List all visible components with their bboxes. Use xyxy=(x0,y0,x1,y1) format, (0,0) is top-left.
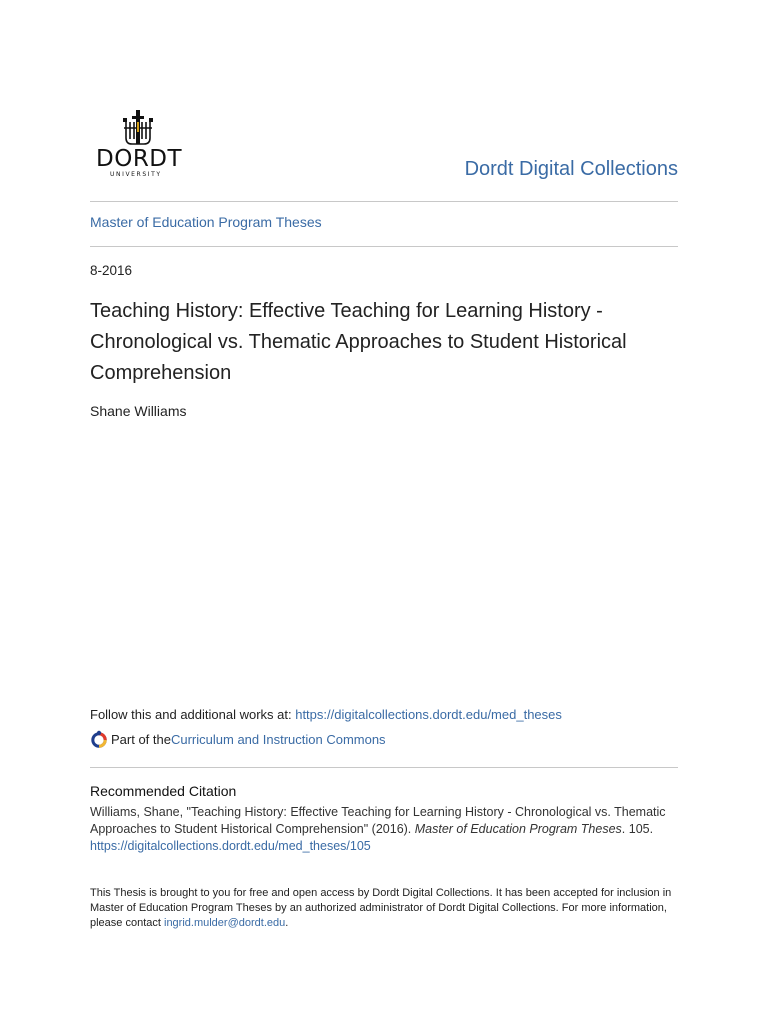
follow-line xyxy=(90,707,562,722)
part-of-prefix: Part of the xyxy=(111,731,171,747)
logo-wordmark: DORDT xyxy=(96,146,183,172)
author-name: Shane Williams xyxy=(90,403,187,419)
notice-text: This Thesis is brought to you for free and open access by Dordt Digital Collections. It has been accepted for inclusion in Master of Education Program Theses by an authorized administrator of Dordt Digital Collections. For more information, please contact xyxy=(90,887,672,929)
citation-number: . 105. xyxy=(621,822,654,836)
divider xyxy=(90,767,678,768)
divider xyxy=(90,201,678,202)
contact-email-link[interactable]: ingrid.mulder@dordt.edu xyxy=(164,917,286,929)
citation-text-block xyxy=(90,804,678,855)
recommended-citation-heading: Recommended Citation xyxy=(90,783,237,799)
citation-text: Williams, Shane, "Teaching History: Effective Teaching for Learning History - Chronological vs. Thematic Approaches to Student Historical Comprehension" (2016). xyxy=(90,805,666,836)
collection-url-link[interactable]: https://digitalcollections.dordt.edu/med_theses xyxy=(295,707,562,722)
citation-series: Master of Education Program Theses xyxy=(414,822,622,836)
publication-date: 8-2016 xyxy=(90,263,133,278)
citation-url-link[interactable]: https://digitalcollections.dordt.edu/med_theses/105 xyxy=(90,839,371,853)
repository-link[interactable]: Dordt Digital Collections xyxy=(464,158,678,180)
commons-link[interactable]: Curriculum and Instruction Commons xyxy=(170,731,386,747)
follow-prefix: Follow this and additional works at: xyxy=(90,707,296,722)
series-link[interactable]: Master of Education Program Theses xyxy=(90,214,322,230)
dordt-university-logo xyxy=(90,108,186,182)
network-commons-icon xyxy=(90,730,108,748)
part-of-line xyxy=(90,730,386,748)
cover-page xyxy=(90,0,678,1024)
notice-end: . xyxy=(285,917,289,929)
crest-icon xyxy=(90,108,186,148)
document-title: Teaching History: Effective Teaching for Learning History - Chronological vs. Thematic Approaches to Student Historical Comprehension xyxy=(90,300,627,384)
divider xyxy=(90,246,678,247)
access-notice xyxy=(90,886,678,931)
logo-subtext: UNIVERSITY xyxy=(110,171,162,178)
